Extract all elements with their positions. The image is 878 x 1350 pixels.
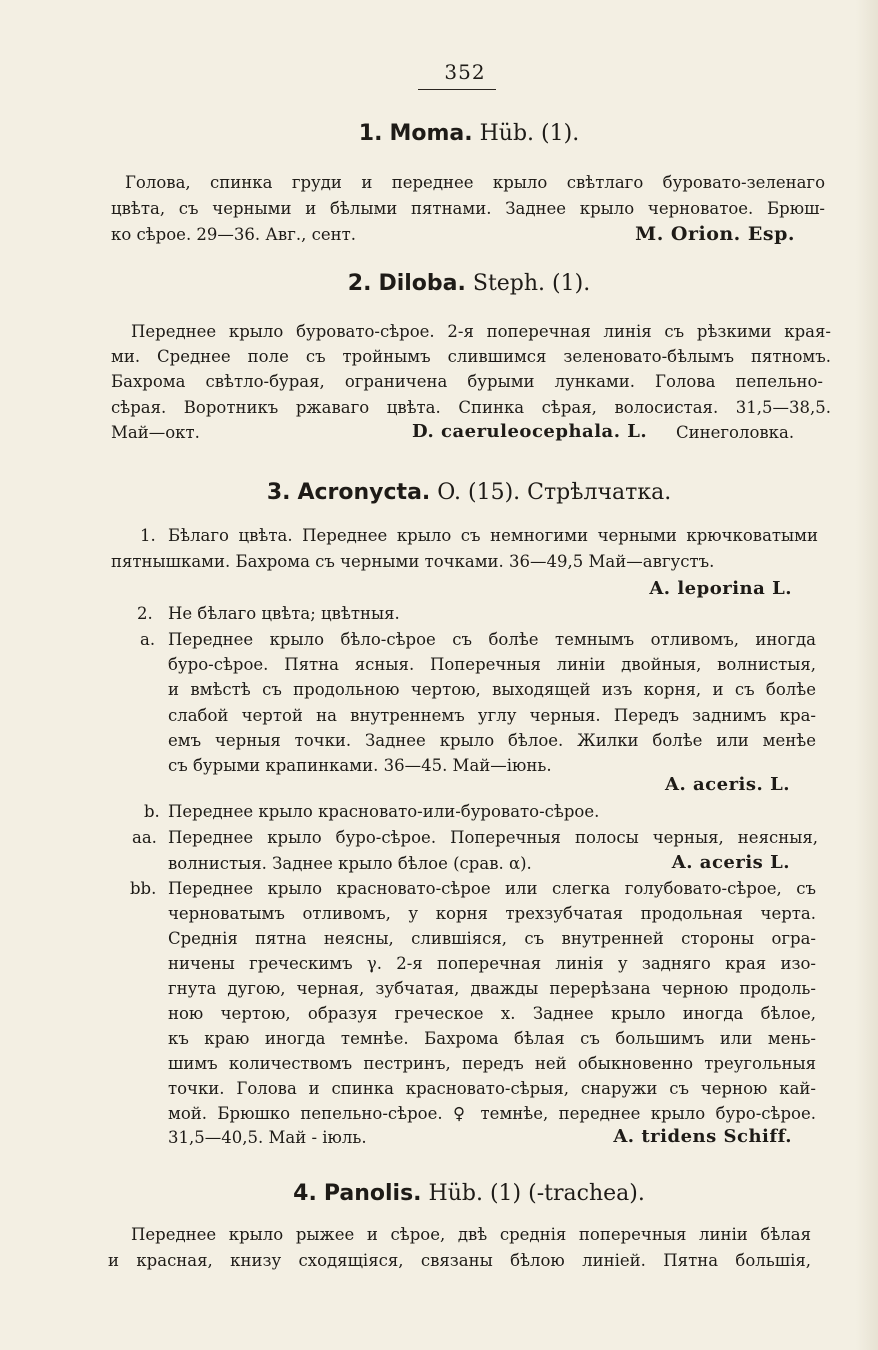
page-number: 352: [444, 60, 486, 84]
key-label: aa.: [132, 828, 157, 847]
section-heading-panolis: [0, 1181, 878, 1206]
heading-author: O. (15). Стрѣлчатка.: [437, 480, 672, 505]
text-line: ною чертою, образуя греческое x. Заднее крыло иногда бѣлое,: [168, 1004, 816, 1023]
text-line: къ краю иногда темнѣе. Бахрома бѣлая съ большимъ или мень-: [168, 1029, 816, 1048]
text-line: точки. Голова и спинка красновато-сѣрыя, снаружи съ черною кай-: [168, 1079, 816, 1098]
page-edge: [856, 0, 878, 1350]
text-line: пятнышками. Бахрома съ черными точками. 36—49,5 Май—августъ.: [111, 552, 715, 571]
text-line: ми. Среднее поле съ тройнымъ слившимся зеленовато-бѣлымъ пятномъ.: [111, 347, 831, 366]
section-heading-diloba: [0, 271, 878, 296]
species-common-name: Синеголовка.: [676, 423, 795, 442]
species-name: A. leporina L.: [649, 578, 792, 599]
text-line: съ бурыми крапинками. 36—45. Май—іюнь.: [168, 756, 552, 775]
text-line: Переднее крыло рыжее и сѣрое, двѣ среднія поперечныя линіи бѣлая: [131, 1225, 811, 1244]
species-name: D. caeruleocephala. L.: [412, 421, 648, 442]
heading-number: 3.: [266, 480, 291, 505]
page-number-rule: [418, 89, 496, 90]
text-line: шимъ количествомъ пестринъ, передъ ней обыкновенно треугольныя: [168, 1054, 816, 1073]
text-line: черноватымъ отливомъ, у корня трехзубчатая продольная черта.: [168, 904, 816, 923]
heading-author: Hüb. (1).: [479, 121, 580, 146]
text-line: и красная, книзу сходящіяся, связаны бѣлою линіей. Пятна большія,: [108, 1251, 811, 1270]
text-line: Переднее крыло бѣло-сѣрое съ болѣе темнымъ отливомъ, иногда: [168, 630, 816, 649]
text-line: буро-сѣрое. Пятна ясныя. Поперечныя линіи двойныя, волнистыя,: [168, 655, 816, 674]
text-line: слабой чертой на внутреннемъ углу черныя. Передъ заднимъ кра-: [168, 706, 816, 725]
heading-genus: Acronycta.: [297, 480, 431, 505]
text-line: ничены греческимъ γ. 2-я поперечная линія у задняго края изо-: [168, 954, 816, 973]
text-line: Переднее крыло красновато-или-буровато-сѣрое.: [168, 802, 600, 821]
heading-number: 4.: [293, 1181, 317, 1206]
text-line: Переднее крыло красновато-сѣрое или слегка голубовато-сѣрое, съ: [168, 879, 816, 898]
text-line: мой. Брюшко пепельно-сѣрое. ♀ темнѣе, переднее крыло буро-сѣрое.: [168, 1104, 816, 1123]
text-line: Май—окт.: [111, 423, 200, 442]
key-label: 2.: [137, 604, 153, 623]
species-name: M. Orion. Esp.: [635, 223, 795, 245]
section-heading-moma: [0, 121, 878, 146]
text-line: Голова, спинка груди и переднее крыло свѣтлаго буровато-зеленаго: [125, 173, 825, 192]
text-line: емъ черныя точки. Заднее крыло бѣлое. Жилки болѣе или менѣе: [168, 731, 816, 750]
species-name: A. aceris. L.: [665, 774, 790, 795]
species-name: A. tridens Schiff.: [613, 1126, 792, 1147]
text-line: 31,5—40,5. Май - іюль.: [168, 1128, 367, 1147]
heading-number: 1.: [358, 121, 383, 146]
text-line: Бахрома свѣтло-бурая, ограничена бурыми лунками. Голова пепельно-: [111, 372, 823, 391]
key-label: b.: [144, 802, 160, 821]
key-label: 1.: [140, 526, 156, 545]
text-line: ко сѣрое. 29—36. Авг., сент.: [111, 225, 356, 244]
text-line: Не бѣлаго цвѣта; цвѣтныя.: [168, 604, 400, 623]
heading-number: 2.: [347, 271, 372, 296]
heading-author: Hüb. (1) (-trachea).: [428, 1181, 645, 1206]
text-line: волнистыя. Заднее крыло бѣлое (срав. α).: [168, 854, 532, 873]
section-heading-acronycta: [0, 480, 878, 505]
heading-genus: Moma.: [389, 121, 473, 146]
heading-genus: Diloba.: [378, 271, 466, 296]
text-line: сѣрая. Воротникъ ржаваго цвѣта. Спинка сѣрая, волосистая. 31,5—38,5.: [111, 398, 831, 417]
text-line: и вмѣстѣ съ продольною чертою, выходящей изъ корня, и съ болѣе: [168, 680, 816, 699]
key-label: a.: [140, 630, 156, 649]
species-name: A. aceris L.: [671, 852, 790, 873]
heading-author: Steph. (1).: [472, 271, 591, 296]
heading-genus: Panolis.: [323, 1181, 422, 1206]
text-line: Переднее крыло буро-сѣрое. Поперечныя полосы черныя, неясныя,: [168, 828, 818, 847]
text-line: Бѣлаго цвѣта. Переднее крыло съ немногими черными крючковатыми: [168, 526, 818, 545]
text-line: Переднее крыло буровато-сѣрое. 2-я поперечная линія съ рѣзкими края-: [131, 322, 831, 341]
key-label: bb.: [130, 879, 157, 898]
text-line: гнута дугою, черная, зубчатая, дважды перерѣзана черною продоль-: [168, 979, 816, 998]
text-line: цвѣта, съ черными и бѣлыми пятнами. Заднее крыло черноватое. Брюш-: [111, 199, 825, 218]
text-line: Среднія пятна неясны, слившіяся, съ внутренней стороны огра-: [168, 929, 816, 948]
